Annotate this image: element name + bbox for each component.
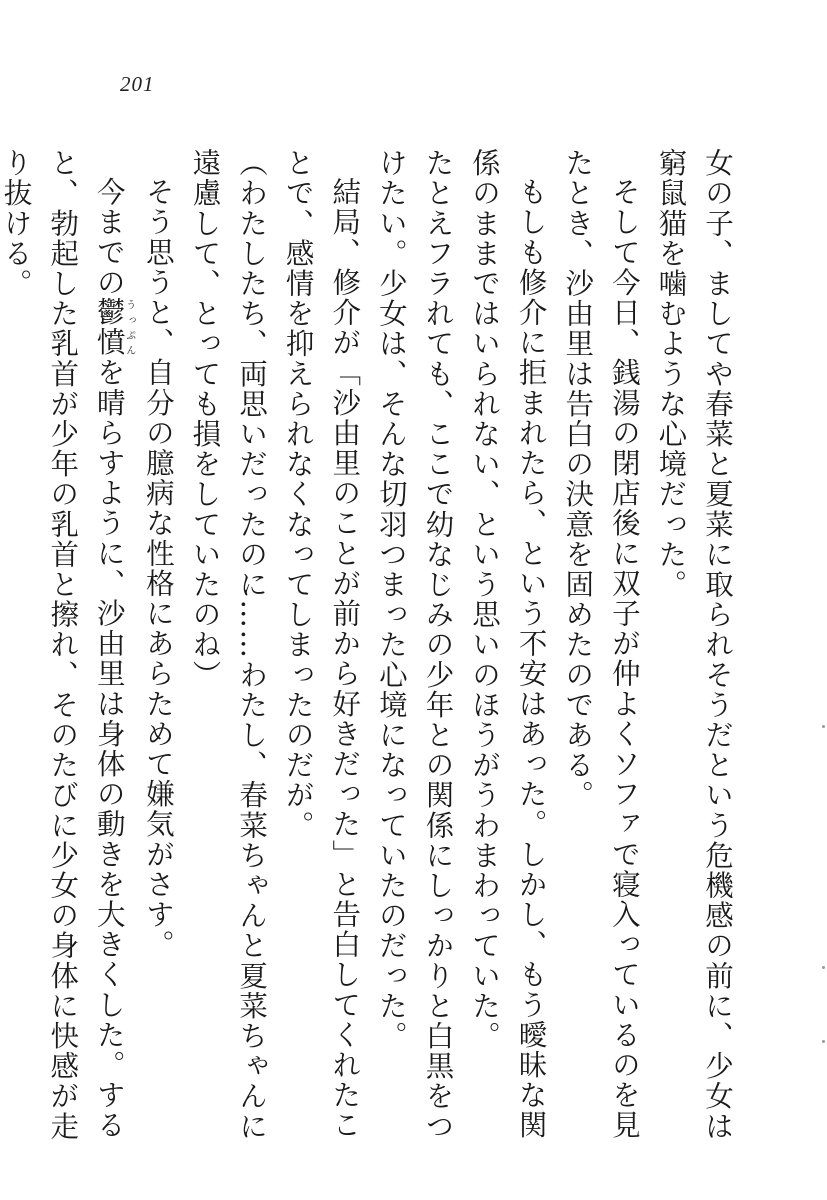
paragraph: そう思うと、自分の臆病な性格にあらためて嫌気がさす。 bbox=[141, 176, 175, 960]
page-number: 201 bbox=[120, 72, 155, 96]
paragraph: たとえフラれても、ここで幼なじみの少年との関係にしっかりと白黒をつけたい。少女は、そんな切羽つまった心境になっていたのだった。 bbox=[374, 148, 455, 1142]
scan-mark bbox=[822, 966, 825, 969]
text-segment: 今までの bbox=[92, 176, 126, 297]
paragraph: 女の子、ましてや春菜と夏菜に取られそうだという危機感の前に、少女は窮鼠猫を噛むような心境だった。 bbox=[654, 148, 734, 1142]
ruby-base: 鬱憤 bbox=[92, 296, 126, 358]
paragraph-with-ruby bbox=[0, 148, 134, 1168]
body-text bbox=[0, 148, 740, 1168]
ruby-reading: うっぷん bbox=[123, 296, 135, 358]
scan-mark bbox=[822, 725, 825, 728]
paragraph: 結局、修介が「沙由里のことが前から好きだった」と告白してくれたことで、感情を抑えられなくなってしまったのだが。 bbox=[281, 148, 362, 1140]
scan-mark bbox=[822, 1040, 825, 1043]
text-segment: を晴らすように、沙由里は身体の動きを大きくした。すると、勃起した乳首が少年の乳首と擦れ、そのたびに少女の身体に快感が走り抜ける。 bbox=[0, 148, 126, 1142]
ruby-annotation bbox=[92, 296, 135, 358]
paragraph: そして今日、銭湯の閉店後に双子が仲よくソファで寝入っているのを見たとき、沙由里は告白の決意を固めたのである。 bbox=[561, 148, 641, 1140]
paragraph: （わたしたち、両思いだったのに……わたし、春菜ちゃんと夏菜ちゃんに遠慮して、とっても損をしていたのね） bbox=[188, 148, 269, 1142]
paragraph: もしも修介に拒まれたら、という不安はあった。しかし、もう曖昧な関係のままではいられない、という思いのほうがうわまわっていた。 bbox=[468, 148, 548, 1140]
